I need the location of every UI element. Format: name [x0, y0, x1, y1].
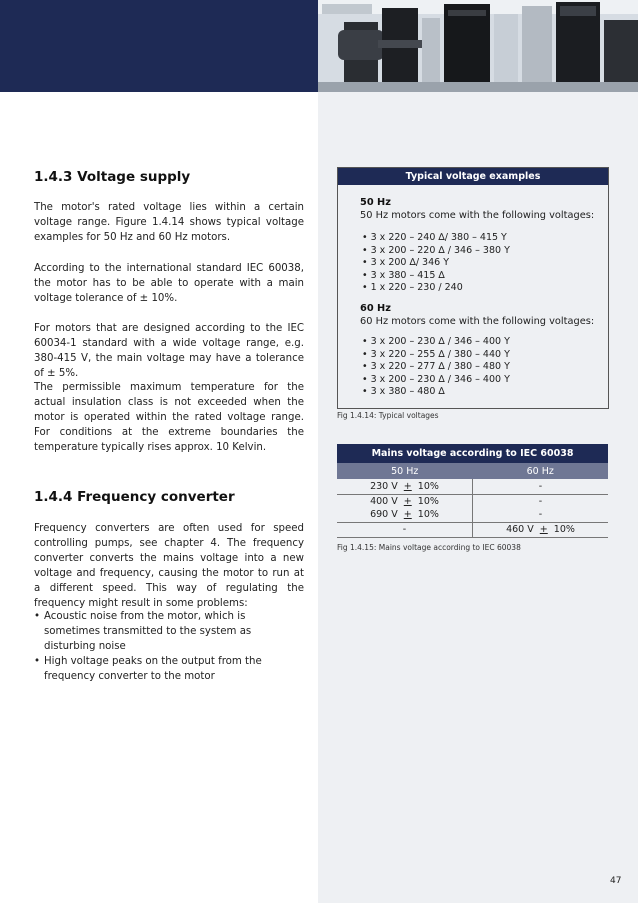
hz60-title: 60 Hz — [360, 303, 391, 314]
table-row — [337, 479, 608, 494]
voltage-value: 690 V — [370, 509, 398, 520]
table-cell: - — [337, 522, 473, 537]
hz50-title: 50 Hz — [360, 197, 391, 208]
voltage-item: • 3 x 380 – 415 ∆ — [362, 269, 445, 281]
table-cell — [473, 522, 609, 537]
figure-caption-typical-voltages: Fig 1.4.14: Typical voltages — [337, 411, 439, 420]
plus-minus-sign: + — [403, 509, 412, 520]
cell-line: - — [538, 496, 543, 507]
figure-caption-mains-voltage: Fig 1.4.15: Mains voltage according to IEC 60038 — [337, 543, 521, 552]
tolerance-value: 10% — [417, 480, 439, 492]
plus-minus-sign: + — [539, 524, 548, 535]
typical-voltage-box — [337, 167, 609, 409]
hz50-voltage-list — [362, 232, 510, 295]
voltage-item: • 3 x 200 ∆/ 346 Y — [362, 257, 450, 268]
voltage-item: • 3 x 200 – 220 ∆ / 346 – 380 Y — [362, 244, 510, 256]
table-cell — [337, 479, 473, 494]
table-row — [337, 494, 608, 522]
voltage-paragraph-4: The permissible maximum temperature for the actual insulation class is not exceeded when the motor is operated within the rated voltage range. For conditions at the extreme boundaries the temperature typically rises approx. 10 Kelvin. — [34, 382, 304, 453]
frequency-paragraph-1: Frequency converters are often used for speed controlling pumps, see chapter 4. The frequency converter converts the mains voltage into a new voltage and frequency, causing the motor to run at a different speed. This way of regulating the frequency might result in some problems: — [34, 523, 304, 609]
section-title-frequency-converter: 1.4.4 Frequency converter — [34, 489, 235, 505]
column-header-50hz: 50 Hz — [337, 463, 473, 479]
bullet-item — [34, 609, 304, 654]
cell-line: - — [538, 509, 543, 520]
voltage-item: • 3 x 380 – 480 ∆ — [362, 386, 445, 397]
voltage-item: • 3 x 220 – 240 ∆/ 380 – 415 Y — [362, 232, 507, 243]
voltage-paragraph-2: According to the international standard IEC 60038, the motor has to be able to operate with a main voltage tolerance of ± 10%. — [34, 263, 304, 304]
hz60-voltage-list — [362, 336, 510, 399]
tolerance-value: 10% — [553, 524, 575, 535]
voltage-item: • 3 x 200 – 230 ∆ / 346 – 400 Y — [362, 373, 510, 385]
bullet-text: High voltage peaks on the output from the frequency converter to the motor — [44, 656, 262, 682]
voltage-value: 230 V — [370, 480, 398, 492]
tolerance-value: 10% — [417, 509, 439, 520]
hz60-intro: 60 Hz motors come with the following voltages: — [360, 316, 595, 327]
bullet-text: Acoustic noise from the motor, which is sometimes transmitted to the system as disturbing noise — [44, 611, 252, 652]
voltage-item: • 1 x 220 – 230 / 240 — [362, 282, 463, 293]
voltage-paragraph-1: The motor's rated voltage lies within a certain voltage range. Figure 1.4.14 shows typical voltage examples for 50 Hz and 60 Hz motors. — [34, 202, 304, 243]
mains-table-title: Mains voltage according to IEC 60038 — [337, 444, 608, 463]
bullet-dot: • — [34, 656, 41, 667]
page-number: 47 — [610, 876, 622, 886]
mains-voltage-table — [337, 444, 608, 538]
voltage-value: 400 V — [370, 496, 398, 507]
voltage-item: • 3 x 220 – 277 ∆ / 380 – 480 Y — [362, 361, 510, 372]
cell-line — [337, 495, 472, 508]
motors-photo — [318, 0, 638, 92]
voltage-paragraph-3: For motors that are designed according to the IEC 60034-1 standard with a wide voltage range, e.g. 380-415 V, the main voltage may have a tolerance of ± 5%. — [34, 323, 304, 379]
voltage-item: • 3 x 200 – 230 ∆ / 346 – 400 Y — [362, 336, 510, 347]
table-cell — [337, 494, 473, 522]
voltage-item: • 3 x 220 – 255 ∆ / 380 – 440 Y — [362, 348, 510, 360]
table-cell — [473, 494, 609, 522]
bullet-item — [34, 654, 304, 684]
voltage-value: 460 V — [506, 524, 534, 535]
column-header-60hz: 60 Hz — [473, 463, 609, 479]
hz50-intro: 50 Hz motors come with the following voltages: — [360, 210, 595, 221]
table-row — [337, 522, 608, 537]
header-band — [0, 0, 318, 92]
section-title-voltage-supply: 1.4.3 Voltage supply — [34, 169, 191, 185]
bullet-dot: • — [34, 611, 41, 622]
tolerance-value: 10% — [417, 496, 439, 507]
plus-minus-sign: + — [403, 496, 412, 507]
table-cell: - — [473, 479, 609, 494]
typical-voltage-box-title: Typical voltage examples — [338, 168, 608, 185]
cell-line — [337, 508, 472, 521]
plus-minus-sign: + — [403, 480, 412, 492]
motors-photo-illustration — [318, 0, 638, 92]
